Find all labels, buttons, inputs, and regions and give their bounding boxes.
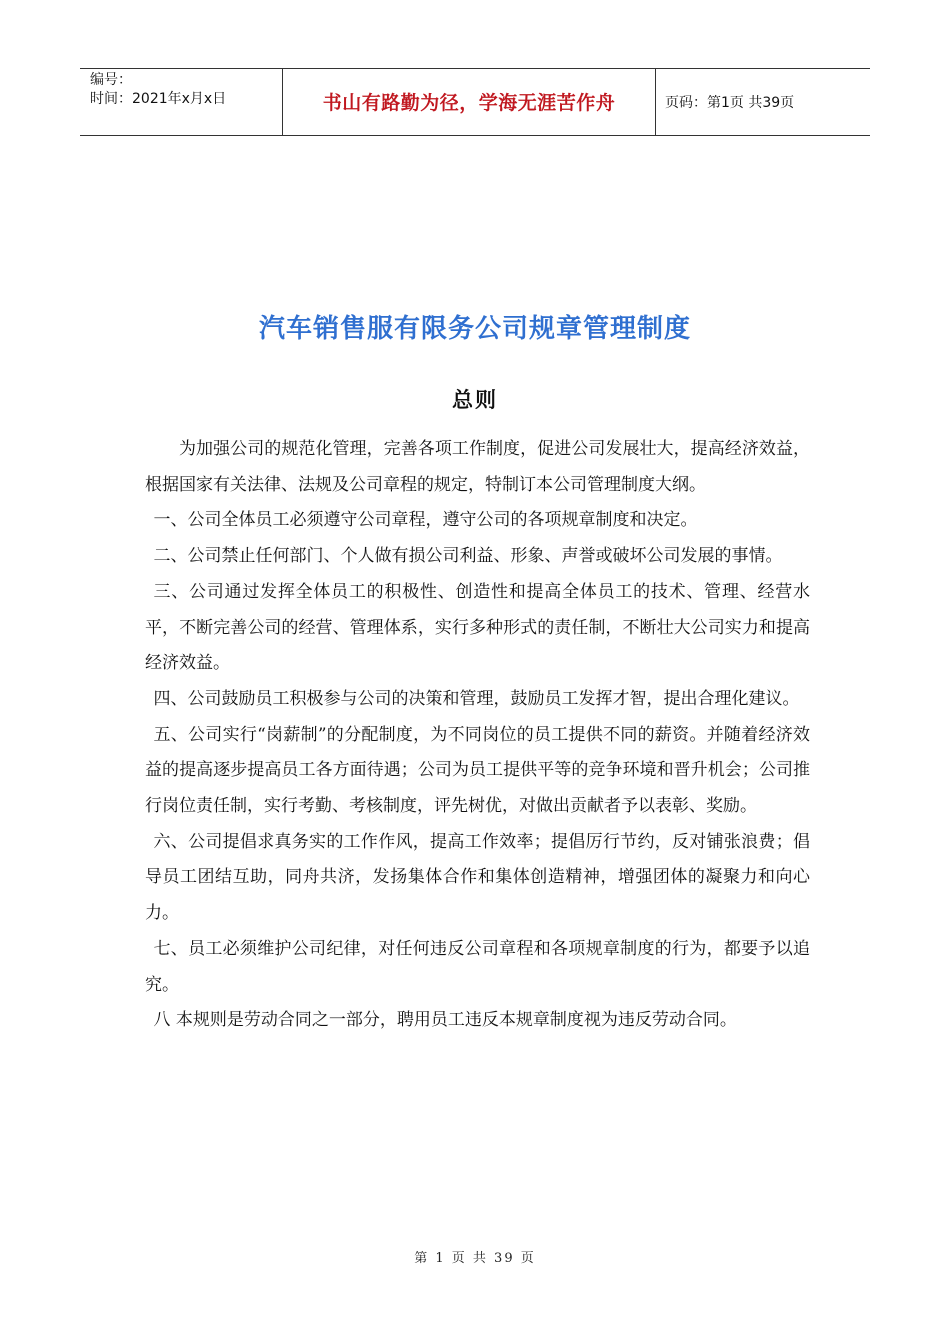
rule-item-2: 二、公司禁止任何部门、个人做有损公司利益、形象、声誉或破坏公司发展的事情。: [153, 546, 783, 567]
header-bottom-rule: [80, 135, 870, 136]
document-title: 汽车销售服有限务公司规章管理制度: [258, 314, 691, 344]
rule-item-7: 七、员工必须维护公司纪律，对任何违反公司章程和各项规章制度的行为，都要予以追究。: [145, 938, 810, 995]
section-title: 总则: [452, 387, 498, 412]
rule-item-8: 八 本规则是劳动合同之一部分，聘用员工违反本规章制度视为违反劳动合同。: [153, 1010, 737, 1031]
rule-item-6: 六、公司提倡求真务实的工作作风，提高工作效率；提倡厉行节约，反对铺张浪费；倡导员工团结互助，同舟共济，发扬集体合作和集体创造精神，增强团体的凝聚力和向心力。: [145, 831, 810, 924]
rule-item-4: 四、公司鼓励员工积极参与公司的决策和管理，鼓励员工发挥才智，提出合理化建议。: [153, 688, 800, 709]
header-number-label: 编号：: [90, 72, 132, 88]
rule-item-5: 五、公司实行“岗薪制”的分配制度，为不同岗位的员工提供不同的薪资。并随着经济效益的提高逐步提高员工各方面待遇；公司为员工提供平等的竞争环境和晋升机会；公司推行岗位责任制，实行考勤、考核制度，评先树优，对做出贡献者予以表彰、奖励。: [145, 724, 810, 817]
rule-item-3: 三、公司通过发挥全体员工的积极性、创造性和提高全体员工的技术、管理、经营水平，不断完善公司的经营、管理体系，实行多种形式的责任制，不断壮大公司实力和提高经济效益。: [145, 581, 810, 674]
document-body: [145, 432, 810, 1039]
footer-page-number: 第 1 页 共 39 页: [414, 1251, 536, 1266]
rule-item-1: 一、公司全体员工必须遵守公司章程，遵守公司的各项规章制度和决定。: [153, 510, 698, 531]
header-meta: [90, 71, 226, 109]
header-page-info: 页码：第1页 共39页: [665, 94, 795, 111]
header-motto: 书山有路勤为径，学海无涯苦作舟: [322, 92, 616, 114]
header-divider-right: [655, 68, 656, 135]
intro-paragraph: 为加强公司的规范化管理，完善各项工作制度，促进公司发展壮大，提高经济效益，根据国家有关法律、法规及公司章程的规定，特制订本公司管理制度大纲。: [145, 439, 810, 495]
header-time-label: 时间：2021年x月x日: [90, 91, 227, 107]
